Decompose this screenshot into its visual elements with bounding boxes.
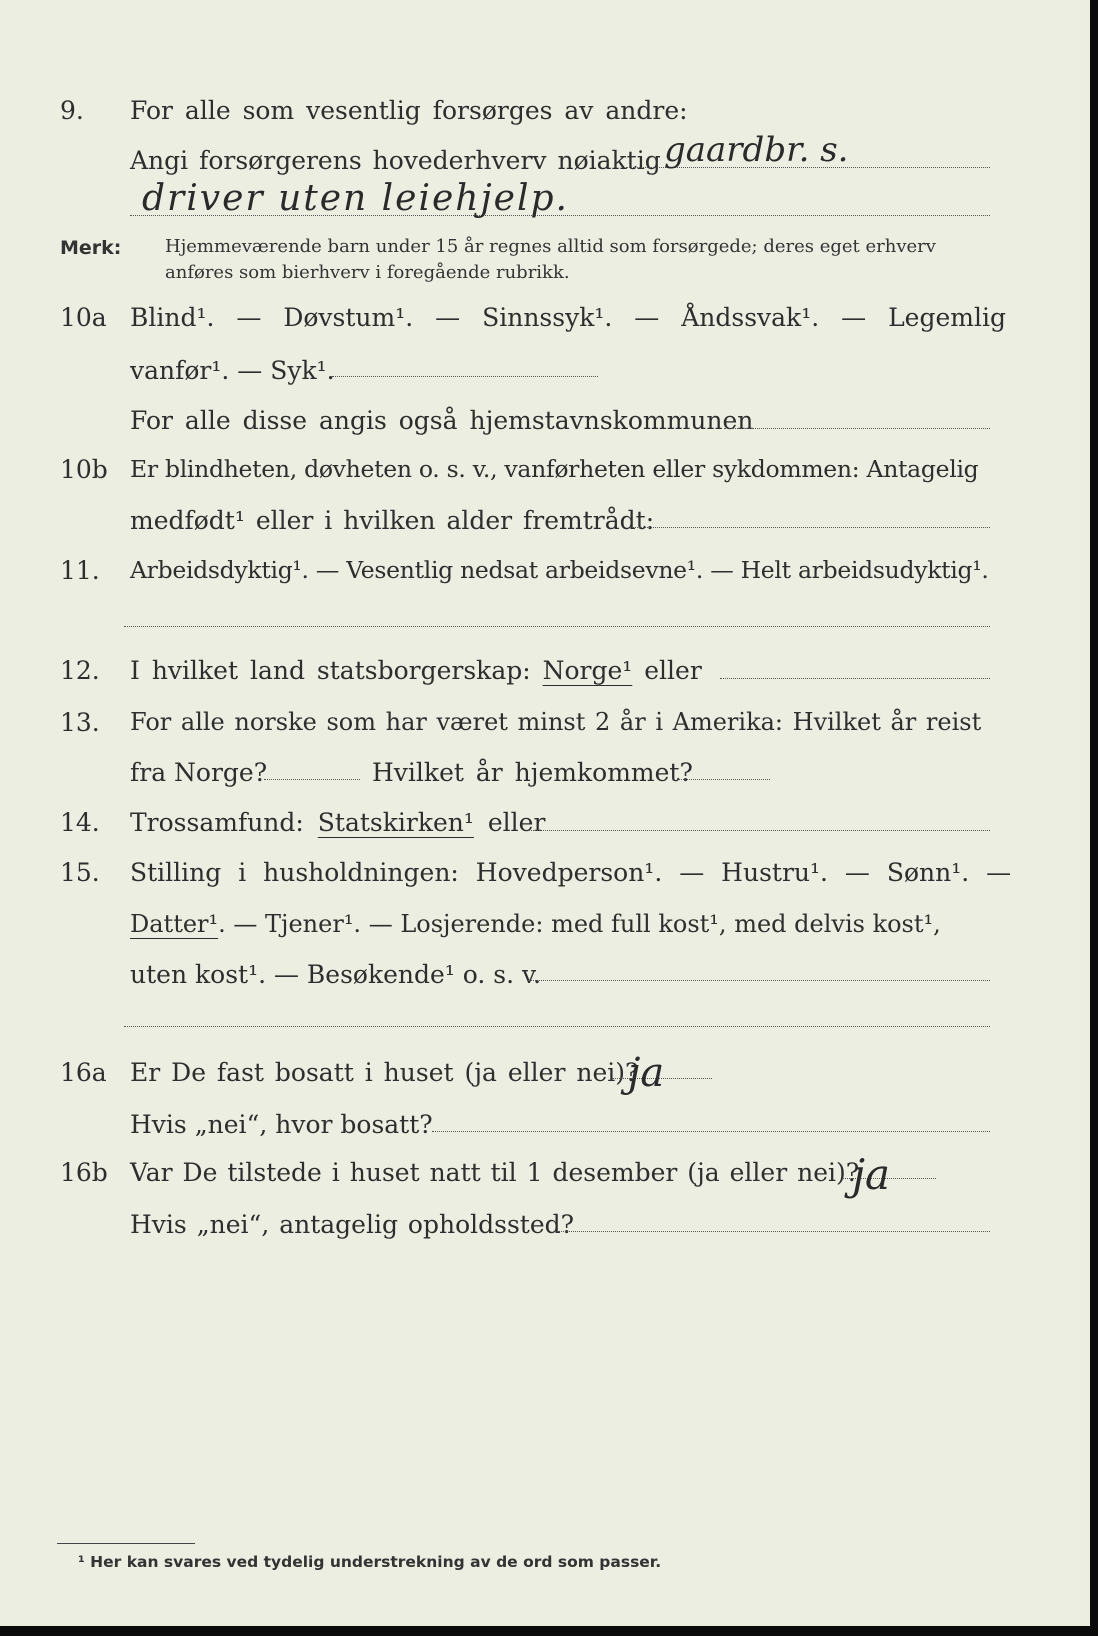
q9-handwritten-answer1: gaardbr. s. xyxy=(664,130,849,170)
q16b-opholdssted-line xyxy=(558,1231,990,1232)
q15-line1: Stilling i husholdningen: Hovedperson¹. — Hustru¹. — Sønn¹. — xyxy=(130,858,1012,887)
q15-line2-rest: . — Tjener¹. — Losjerende: med full kost¹, med delvis kost¹, xyxy=(218,910,941,938)
q10b-number: 10b xyxy=(60,455,108,484)
q10b-line1: Er blindheten, døvheten o. s. v., vanførheten eller sykdommen: Antagelig xyxy=(130,455,979,483)
merk-label: Merk: xyxy=(60,237,122,259)
q10b-line2: medfødt¹ eller i hvilken alder fremtrådt: xyxy=(130,506,655,535)
footnote-rule xyxy=(57,1543,195,1544)
q15-number: 15. xyxy=(60,858,100,887)
q15-line2 xyxy=(130,910,941,938)
q11-answer-line xyxy=(124,626,990,627)
q14-question: Trossamfund: xyxy=(130,808,304,837)
q14-underlined-statskirken: Statskirken¹ xyxy=(317,808,474,837)
q13-line1: For alle norske som har været minst 2 år i Amerika: Hvilket år reist xyxy=(130,708,982,736)
q16a-line1: Er De fast bosatt i huset (ja eller nei)? xyxy=(130,1058,639,1087)
q13-number: 13. xyxy=(60,708,100,737)
q10a-number: 10a xyxy=(60,303,107,332)
q11-line1: Arbeidsdyktig¹. — Vesentlig nedsat arbeidsevne¹. — Helt arbeidsudyktig¹. xyxy=(130,556,989,584)
q16b-line2: Hvis „nei“, antagelig opholdssted? xyxy=(130,1210,575,1239)
q10a-line3: For alle disse angis også hjemstavnskommunen xyxy=(130,406,754,435)
q13-line2a: fra Norge? xyxy=(130,758,268,787)
q14-answer-line xyxy=(528,830,990,831)
q14-line xyxy=(130,808,545,837)
q10a-syk-line xyxy=(332,376,598,377)
merk-line2: anføres som bierhverv i foregående rubrikk. xyxy=(165,262,570,283)
q16b-handwritten-answer: ja xyxy=(852,1150,891,1199)
q10a-line1: Blind¹. — Døvstum¹. — Sinnssyk¹. — Åndssvak¹. — Legemlig xyxy=(130,303,1006,332)
q13-hjemkommet-line xyxy=(678,779,770,780)
q10b-alder-line xyxy=(632,527,990,528)
q16b-line1: Var De tilstede i huset natt til 1 desember (ja eller nei)? xyxy=(130,1158,860,1187)
q10a-line2: vanfør¹. — Syk¹. xyxy=(130,356,335,385)
footnote: ¹ Her kan svares ved tydelig understrekning av de ord som passer. xyxy=(78,1553,662,1571)
q13-line2b: Hvilket år hjemkommet? xyxy=(372,758,693,787)
q16a-handwritten-answer: ja xyxy=(628,1050,665,1096)
q14-number: 14. xyxy=(60,808,100,837)
merk-line1: Hjemmeværende barn under 15 år regnes alltid som forsørgede; deres eget erhverv xyxy=(165,236,936,257)
q12-line xyxy=(130,656,702,685)
q9-line1: For alle som vesentlig forsørges av andre: xyxy=(130,96,688,125)
q14-eller: eller xyxy=(487,808,546,837)
q16b-number: 16b xyxy=(60,1158,108,1187)
q12-underlined-norge: Norge¹ xyxy=(542,656,633,685)
q11-number: 11. xyxy=(60,556,100,585)
q16a-bosatt-line xyxy=(432,1131,990,1132)
q12-number: 12. xyxy=(60,656,100,685)
q9-number: 9. xyxy=(60,96,84,125)
q15-answer-line1 xyxy=(528,980,990,981)
q15-line3: uten kost¹. — Besøkende¹ o. s. v. xyxy=(130,960,542,989)
q9-handwritten-answer2: driver uten leiehjelp. xyxy=(142,178,569,219)
q12-question: I hvilket land statsborgerskap: xyxy=(130,656,531,685)
q12-eller: eller xyxy=(644,656,702,685)
q15-underlined-datter: Datter¹ xyxy=(130,910,219,938)
q16a-number: 16a xyxy=(60,1058,107,1087)
q12-answer-line xyxy=(720,678,990,679)
q16a-line2: Hvis „nei“, hvor bosatt? xyxy=(130,1110,433,1139)
q13-reist-line xyxy=(264,779,360,780)
q9-line2: Angi forsørgerens hovederhverv nøiaktig xyxy=(130,146,661,175)
q10a-hjemstavn-line xyxy=(724,428,990,429)
q15-answer-line2 xyxy=(124,1026,990,1027)
